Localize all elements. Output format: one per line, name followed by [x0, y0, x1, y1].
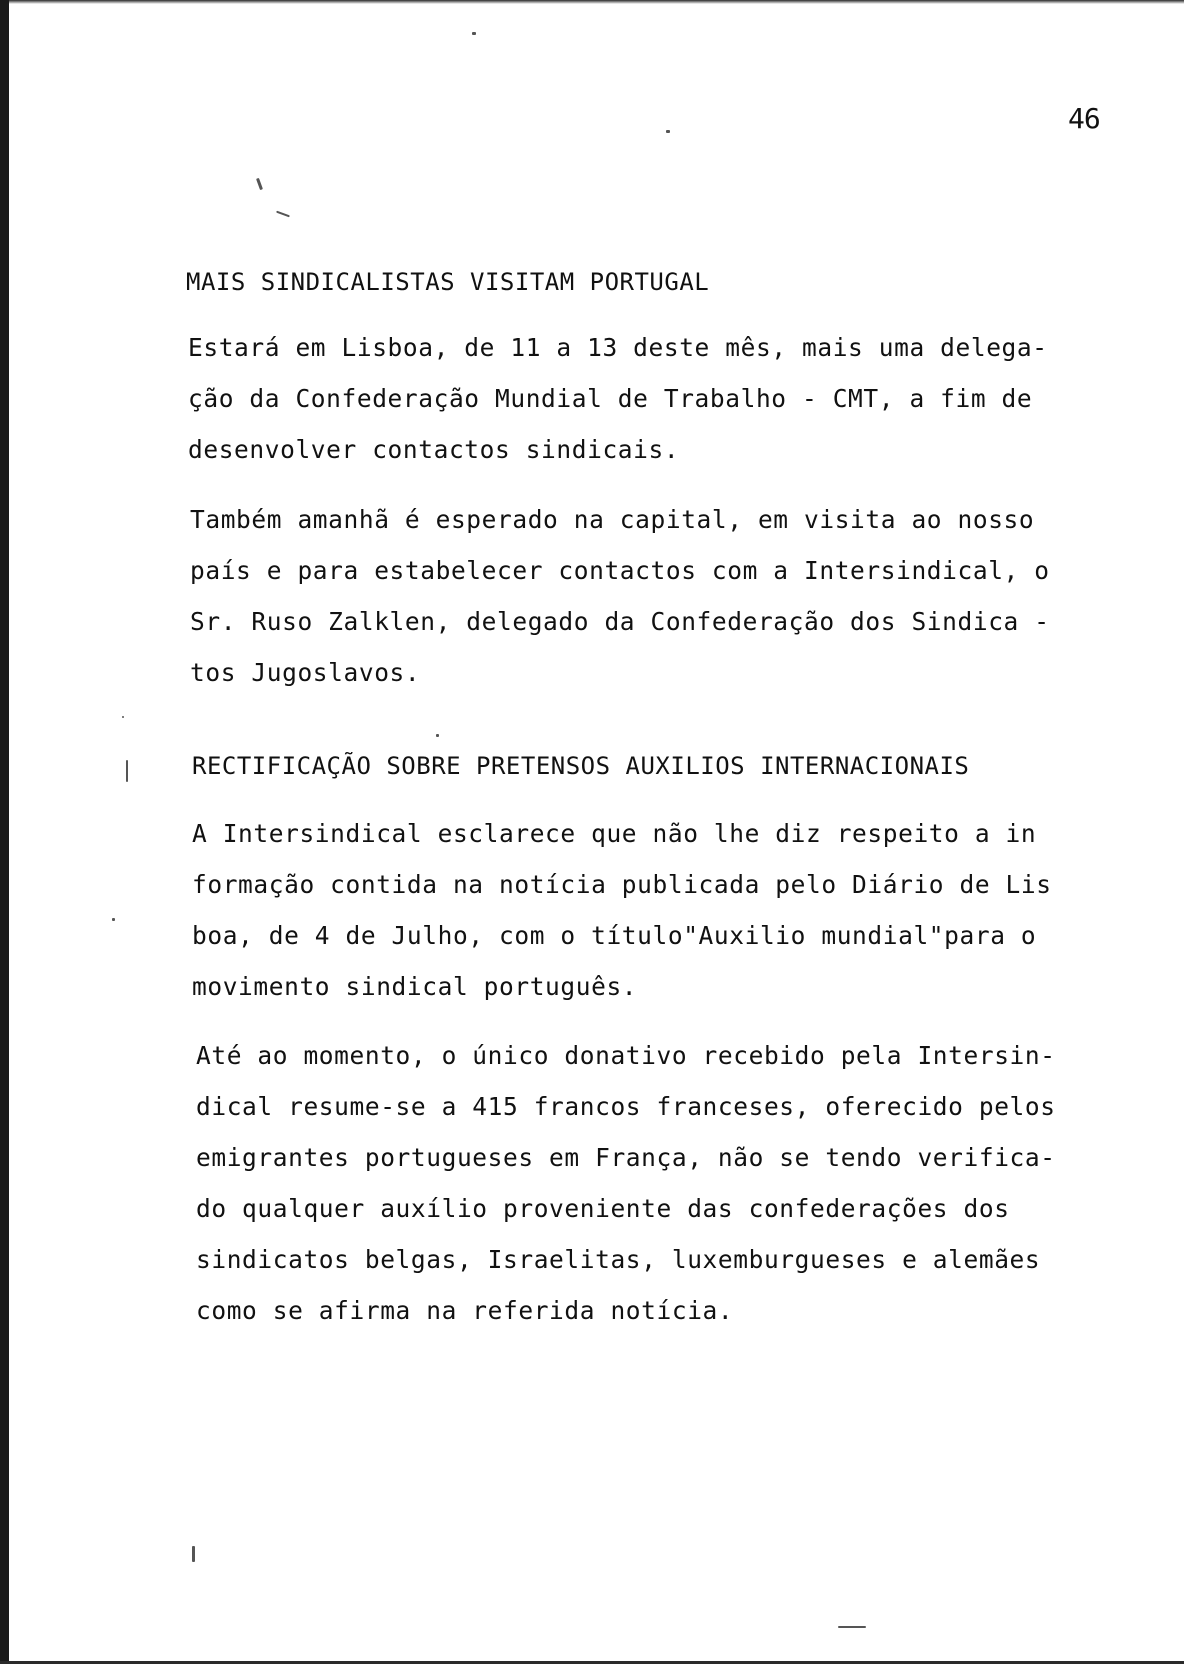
scan-speck [256, 178, 263, 190]
text-line: emigrantes portugueses em França, não se tendo verifica- [196, 1143, 1056, 1172]
text-line: país e para estabelecer contactos com a Intersindical, o [190, 556, 1050, 585]
scan-edge-top [0, 0, 1184, 4]
scan-speck [436, 734, 439, 737]
paragraph [188, 322, 1048, 475]
text-line: tos Jugoslavos. [190, 658, 421, 687]
scan-speck [666, 130, 670, 133]
paragraph [190, 494, 1050, 698]
text-line: ção da Confederação Mundial de Trabalho - CMT, a fim de [188, 384, 1033, 413]
scan-speck [126, 760, 128, 782]
scan-speck [276, 211, 290, 218]
text-line: formação contida na notícia publicada pelo Diário de Lis [192, 870, 1052, 899]
paragraph [196, 1030, 1056, 1336]
text-line: Também amanhã é esperado na capital, em visita ao nosso [190, 505, 1035, 534]
text-line: movimento sindical português. [192, 972, 638, 1001]
section-heading: MAIS SINDICALISTAS VISITAM PORTUGAL [186, 268, 710, 296]
scan-speck [472, 32, 476, 35]
text-line: Estará em Lisboa, de 11 a 13 deste mês, mais uma delega- [188, 333, 1048, 362]
text-line: A Intersindical esclarece que não lhe diz respeito a in [192, 819, 1037, 848]
text-line: como se afirma na referida notícia. [196, 1296, 734, 1325]
text-line: dical resume-se a 415 francos franceses, oferecido pelos [196, 1092, 1056, 1121]
text-line: boa, de 4 de Julho, com o título"Auxilio mundial"para o [192, 921, 1037, 950]
scan-speck [838, 1626, 866, 1628]
text-line: sindicatos belgas, Israelitas, luxemburgueses e alemães [196, 1245, 1041, 1274]
section-heading: RECTIFICAÇÃO SOBRE PRETENSOS AUXILIOS INTERNACIONAIS [192, 752, 970, 780]
text-line: desenvolver contactos sindicais. [188, 435, 680, 464]
page-number: 46 [1068, 102, 1100, 135]
scan-speck [112, 918, 115, 921]
scan-speck [192, 1546, 195, 1562]
paragraph [192, 808, 1052, 1012]
scan-speck [122, 716, 124, 718]
text-line: Até ao momento, o único donativo recebido pela Intersin- [196, 1041, 1056, 1070]
scan-edge-left [0, 0, 9, 1664]
text-line: Sr. Ruso Zalklen, delegado da Confederação dos Sindica - [190, 607, 1050, 636]
text-line: do qualquer auxílio proveniente das confederações dos [196, 1194, 1010, 1223]
